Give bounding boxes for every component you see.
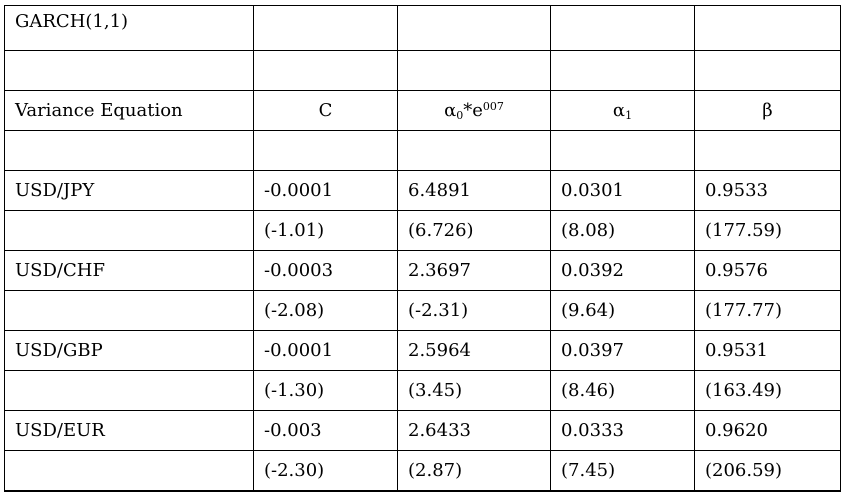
row-label: USD/CHF xyxy=(5,251,254,291)
table-row xyxy=(5,171,841,211)
alpha0-subscript: 0 xyxy=(456,109,464,122)
cell-alpha1: 0.0301 xyxy=(551,171,695,211)
table-row xyxy=(5,251,841,291)
header-c: C xyxy=(254,91,398,131)
cell-alpha0: (2.87) xyxy=(398,451,551,492)
table-row xyxy=(5,451,841,492)
row-label xyxy=(5,211,254,251)
cell-alpha0: (3.45) xyxy=(398,371,551,411)
empty-cell xyxy=(695,6,841,51)
cell-beta: 0.9620 xyxy=(695,411,841,451)
row-label xyxy=(5,371,254,411)
header-alpha1 xyxy=(551,91,695,131)
empty-cell xyxy=(254,6,398,51)
garch-results-table xyxy=(4,5,841,492)
empty-cell xyxy=(695,131,841,171)
row-label: USD/EUR xyxy=(5,411,254,451)
alpha1-subscript: 1 xyxy=(625,109,633,122)
empty-cell xyxy=(398,131,551,171)
title-row xyxy=(5,6,841,51)
cell-beta: 0.9533 xyxy=(695,171,841,211)
cell-alpha1: 0.0392 xyxy=(551,251,695,291)
cell-alpha0: 2.5964 xyxy=(398,331,551,371)
alpha0-mid: *e xyxy=(463,100,483,121)
alpha1-base: α xyxy=(612,100,626,121)
cell-c: -0.0001 xyxy=(254,331,398,371)
empty-cell xyxy=(398,6,551,51)
empty-cell xyxy=(551,6,695,51)
empty-cell xyxy=(5,51,254,91)
header-beta: β xyxy=(695,91,841,131)
cell-c: (-1.01) xyxy=(254,211,398,251)
empty-cell xyxy=(551,131,695,171)
cell-c: (-1.30) xyxy=(254,371,398,411)
cell-alpha0: 2.3697 xyxy=(398,251,551,291)
row-label xyxy=(5,451,254,492)
header-alpha0 xyxy=(398,91,551,131)
cell-beta: (177.77) xyxy=(695,291,841,331)
cell-beta: (163.49) xyxy=(695,371,841,411)
blank-row xyxy=(5,131,841,171)
header-label: Variance Equation xyxy=(5,91,254,131)
empty-cell xyxy=(5,131,254,171)
row-label: USD/JPY xyxy=(5,171,254,211)
cell-alpha0: 6.4891 xyxy=(398,171,551,211)
cell-beta: (206.59) xyxy=(695,451,841,492)
blank-row xyxy=(5,51,841,91)
table-row xyxy=(5,291,841,331)
cell-alpha0: 2.6433 xyxy=(398,411,551,451)
cell-beta: 0.9531 xyxy=(695,331,841,371)
cell-alpha0: (6.726) xyxy=(398,211,551,251)
empty-cell xyxy=(551,51,695,91)
cell-alpha1: (7.45) xyxy=(551,451,695,492)
cell-alpha1: (9.64) xyxy=(551,291,695,331)
table-row xyxy=(5,211,841,251)
alpha0-superscript: 007 xyxy=(482,100,504,113)
cell-alpha1: 0.0397 xyxy=(551,331,695,371)
table-row xyxy=(5,331,841,371)
cell-alpha1: 0.0333 xyxy=(551,411,695,451)
table-title: GARCH(1,1) xyxy=(5,6,254,51)
cell-alpha1: (8.08) xyxy=(551,211,695,251)
empty-cell xyxy=(398,51,551,91)
table-row xyxy=(5,411,841,451)
cell-alpha1: (8.46) xyxy=(551,371,695,411)
cell-beta: (177.59) xyxy=(695,211,841,251)
header-row xyxy=(5,91,841,131)
row-label xyxy=(5,291,254,331)
cell-c: (-2.08) xyxy=(254,291,398,331)
cell-c: -0.0003 xyxy=(254,251,398,291)
row-label: USD/GBP xyxy=(5,331,254,371)
cell-c: (-2.30) xyxy=(254,451,398,492)
cell-c: -0.0001 xyxy=(254,171,398,211)
cell-c: -0.003 xyxy=(254,411,398,451)
empty-cell xyxy=(254,51,398,91)
cell-alpha0: (-2.31) xyxy=(398,291,551,331)
alpha0-base: α xyxy=(444,100,457,121)
empty-cell xyxy=(695,51,841,91)
cell-beta: 0.9576 xyxy=(695,251,841,291)
empty-cell xyxy=(254,131,398,171)
table-row xyxy=(5,371,841,411)
